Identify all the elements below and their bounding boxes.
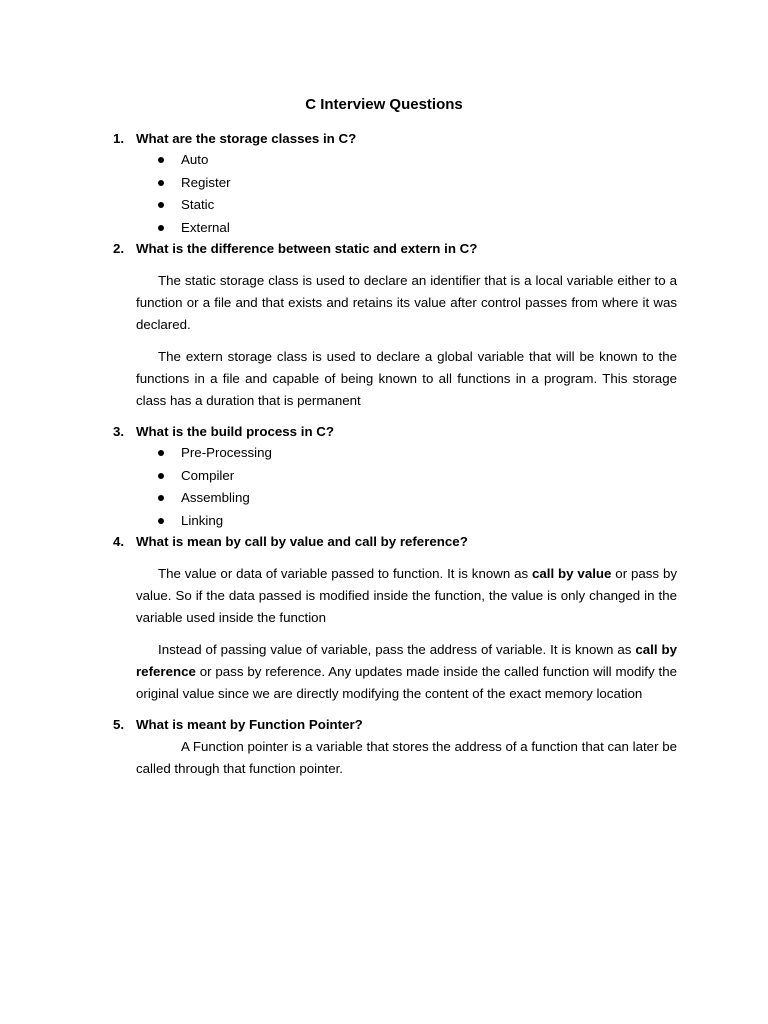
- question-number: 4.: [113, 534, 125, 549]
- list-item: Static: [113, 194, 677, 217]
- bullet-icon: [158, 225, 164, 231]
- answer-paragraph: The value or data of variable passed to function. It is known as call by value or pass by value. So if the data passed is modified inside the function, the value is only changed in the variable used inside the function: [136, 566, 677, 625]
- list-item: Linking: [113, 510, 677, 533]
- question-2: [113, 239, 677, 259]
- bullet-icon: [158, 202, 164, 208]
- question-number: 3.: [113, 424, 125, 439]
- answer-paragraph: Instead of passing value of variable, pass the address of variable. It is known as call by reference or pass by reference. Any updates made inside the called function will modify the original value since we are directly modifying the content of the exact memory location: [136, 642, 678, 701]
- question-4: [113, 532, 677, 552]
- question-text: What is meant by Function Pointer?: [136, 717, 363, 732]
- bullet-icon: [158, 473, 164, 479]
- emphasis-text: call by reference: [136, 642, 678, 679]
- question-text: What is the difference between static and extern in C?: [136, 241, 478, 256]
- answer-paragraph: A Function pointer is a variable that stores the address of a function that can later be called through that function pointer.: [136, 739, 677, 776]
- build-process-list: [113, 442, 677, 532]
- list-item: Compiler: [113, 465, 677, 488]
- list-item: Auto: [113, 149, 677, 172]
- question-1: [113, 129, 677, 149]
- question-5: [113, 715, 677, 735]
- question-number: 2.: [113, 241, 125, 256]
- question-number: 1.: [113, 131, 125, 146]
- answer-paragraph: The extern storage class is used to declare a global variable that will be known to the functions in a file and capable of being known to all functions in a program. This storage class has a duration that is permanent: [136, 349, 677, 408]
- question-text: What is the build process in C?: [136, 424, 334, 439]
- list-item: External: [113, 217, 677, 240]
- storage-classes-list: [113, 149, 677, 239]
- bullet-icon: [158, 450, 164, 456]
- question-number: 5.: [113, 717, 125, 732]
- answer-paragraph: The static storage class is used to declare an identifier that is a local variable either to a function or a file and that exists and retains its value after control passes from where it was declared.: [136, 273, 677, 332]
- bullet-icon: [158, 495, 164, 501]
- list-item: Assembling: [113, 487, 677, 510]
- page-title: C Interview Questions: [305, 96, 463, 113]
- question-3: [113, 422, 677, 442]
- list-item: Pre-Processing: [113, 442, 677, 465]
- bullet-icon: [158, 157, 164, 163]
- list-item: Register: [113, 172, 677, 195]
- question-list: [113, 129, 677, 780]
- bullet-icon: [158, 180, 164, 186]
- question-text: What is mean by call by value and call by reference?: [136, 534, 468, 549]
- bullet-icon: [158, 518, 164, 524]
- question-text: What are the storage classes in C?: [136, 131, 357, 146]
- emphasis-text: call by value: [532, 566, 612, 581]
